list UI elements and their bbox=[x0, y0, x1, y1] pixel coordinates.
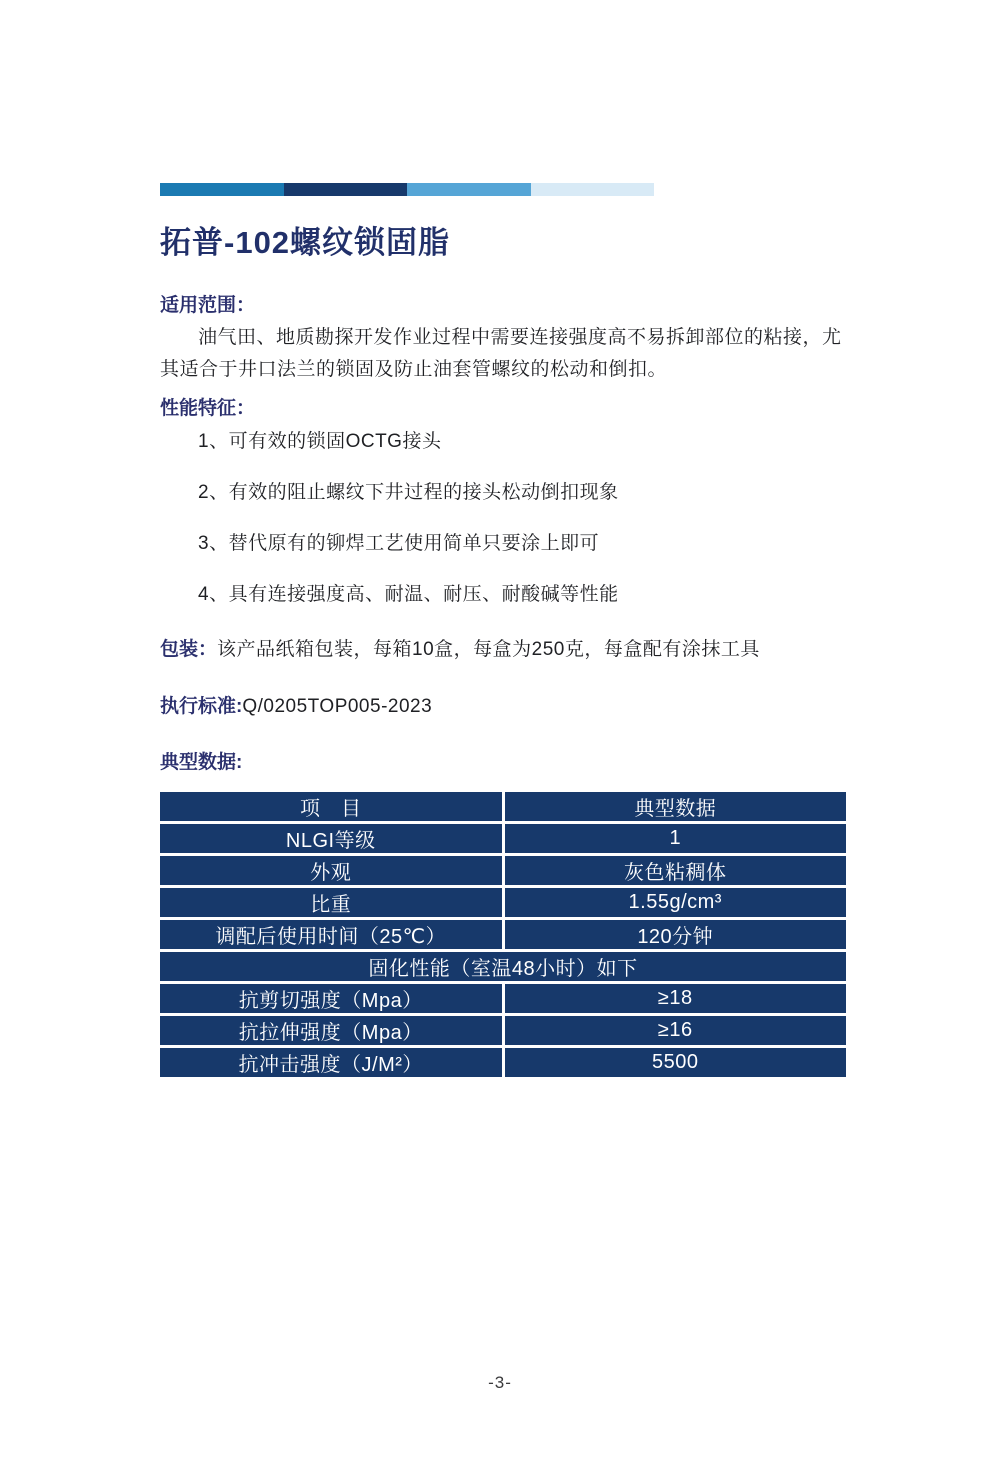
table-cell-value: 1.55g/cm³ bbox=[503, 887, 846, 919]
table-row bbox=[160, 855, 846, 887]
content-column bbox=[160, 0, 846, 1077]
packaging-line bbox=[160, 636, 846, 663]
standard-heading: 执行标准: bbox=[160, 696, 243, 717]
table-cell-label: 比重 bbox=[160, 887, 503, 919]
table-cell-label: 抗拉伸强度（Mpa） bbox=[160, 1015, 503, 1047]
bar-segment-1 bbox=[160, 183, 284, 196]
table-row bbox=[160, 1047, 846, 1078]
bar-segment-2 bbox=[284, 183, 408, 196]
bar-segment-4 bbox=[531, 183, 655, 196]
table-cell-label: 外观 bbox=[160, 855, 503, 887]
features-list bbox=[160, 429, 846, 608]
feature-item-2: 2、有效的阻止螺纹下井过程的接头松动倒扣现象 bbox=[198, 482, 619, 503]
table-cell-value: 120分钟 bbox=[503, 919, 846, 951]
standard-line bbox=[160, 693, 846, 720]
feature-item-3: 3、替代原有的铆焊工艺使用简单只要涂上即可 bbox=[198, 533, 600, 554]
scope-heading: 适用范围： bbox=[160, 295, 256, 316]
table-row bbox=[160, 983, 846, 1015]
typical-data-table bbox=[160, 792, 846, 1077]
table-row bbox=[160, 887, 846, 919]
scope-body-text: 油气田、地质勘探开发作业过程中需要连接强度高不易拆卸部位的粘接，尤其适合于井口法兰的锁固及防止油套管螺纹的松动和倒扣。 bbox=[160, 327, 842, 380]
table-cell-label: NLGI等级 bbox=[160, 823, 503, 855]
table-cell-label: 抗剪切强度（Mpa） bbox=[160, 983, 503, 1015]
table-header-row bbox=[160, 792, 846, 823]
table-row bbox=[160, 919, 846, 951]
standard-code: Q/0205TOP005-2023 bbox=[242, 696, 433, 717]
table-row bbox=[160, 1015, 846, 1047]
packaging-body-text: 该产品纸箱包装，每箱10盒，每盒为250克，每盒配有涂抹工具 bbox=[217, 639, 760, 660]
page-title: 拓普-102螺纹锁固脂 bbox=[160, 225, 451, 260]
table-header-item: 项 目 bbox=[160, 792, 503, 823]
feature-item-1: 1、可有效的锁固OCTG接头 bbox=[198, 431, 442, 452]
table-cell-label: 调配后使用时间（25℃） bbox=[160, 919, 503, 951]
page-number: -3- bbox=[488, 1373, 512, 1392]
features-heading: 性能特征： bbox=[160, 398, 256, 419]
feature-item-4: 4、具有连接强度高、耐温、耐压、耐酸碱等性能 bbox=[198, 584, 619, 605]
table-row bbox=[160, 823, 846, 855]
table-cell-value: 灰色粘稠体 bbox=[503, 855, 846, 887]
typical-data-heading: 典型数据: bbox=[160, 752, 243, 773]
packaging-heading: 包装： bbox=[160, 639, 218, 660]
table-cell-value: ≥16 bbox=[503, 1015, 846, 1047]
table-merged-cell: 固化性能（室温48小时）如下 bbox=[160, 951, 846, 983]
table-cell-value: ≥18 bbox=[503, 983, 846, 1015]
table-cell-value: 5500 bbox=[503, 1047, 846, 1078]
table-cell-label: 抗冲击强度（J/M²） bbox=[160, 1047, 503, 1078]
decorative-color-bar bbox=[160, 183, 654, 196]
table-merged-row bbox=[160, 951, 846, 983]
bar-segment-3 bbox=[407, 183, 531, 196]
table-header-value: 典型数据 bbox=[503, 792, 846, 823]
table-cell-value: 1 bbox=[503, 823, 846, 855]
